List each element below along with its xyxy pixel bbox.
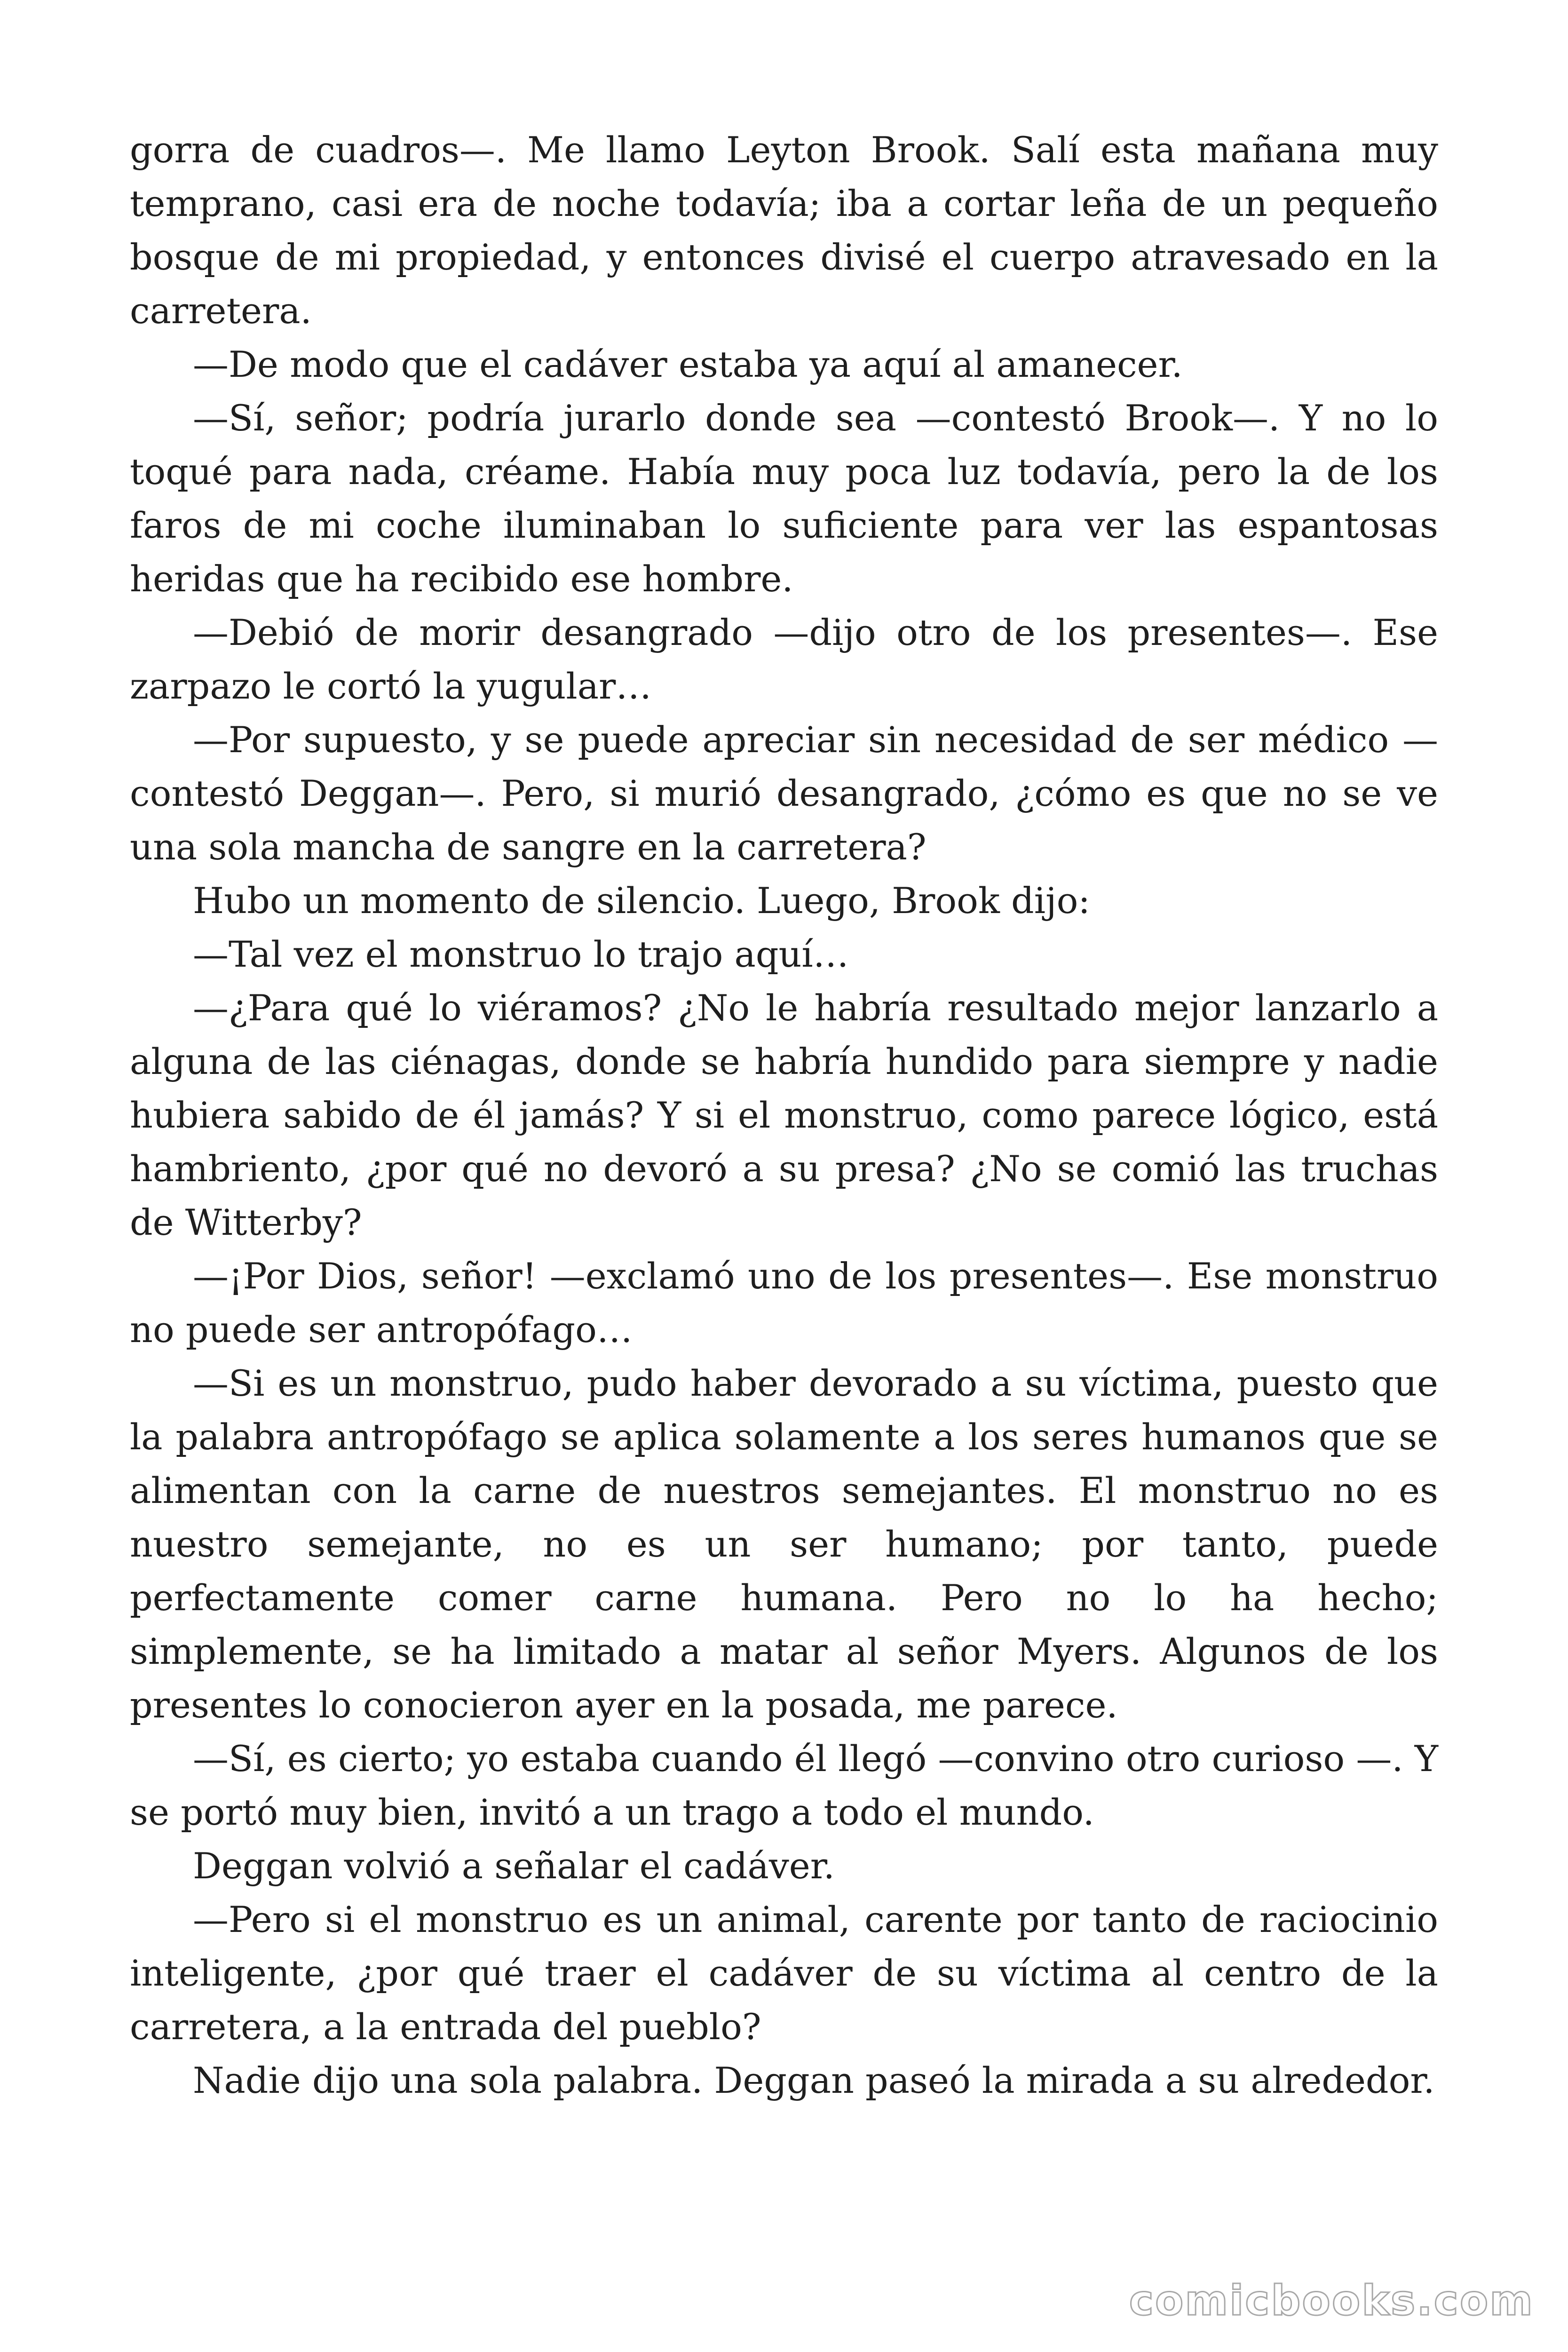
paragraph: —Sí, es cierto; yo estaba cuando él llegó —convino otro curioso —. Y se portó muy bien, invitó a un trago a todo el mundo. bbox=[130, 1738, 1438, 1833]
paragraph: Deggan volvió a señalar el cadáver. bbox=[193, 1845, 835, 1887]
paragraph: —De modo que el cadáver estaba ya aquí al amanecer. bbox=[193, 343, 1183, 385]
paragraph: gorra de cuadros—. Me llamo Leyton Brook. Salí esta mañana muy temprano, casi era de noche todavía; iba a cortar leña de un pequeño bosque de mi propiedad, y entonces divisé el cuerpo atravesado en la carretera. bbox=[130, 129, 1438, 332]
paragraph: —Tal vez el monstruo lo trajo aquí… bbox=[193, 933, 849, 975]
watermark-logo: comicbooks.com bbox=[1129, 2276, 1534, 2325]
paragraph: Nadie dijo una sola palabra. Deggan paseó la mirada a su alrededor. bbox=[193, 2059, 1435, 2101]
paragraph: —Debió de morir desangrado —dijo otro de los presentes—. Ese zarpazo le cortó la yugular… bbox=[130, 612, 1438, 707]
paragraph: —Por supuesto, y se puede apreciar sin necesidad de ser médico —contestó Deggan—. Pero, si murió desangrado, ¿cómo es que no se ve una sola mancha de sangre en la carretera? bbox=[130, 719, 1438, 868]
page-body bbox=[130, 123, 1438, 2107]
paragraph: —Si es un monstruo, pudo haber devorado a su víctima, puesto que la palabra antropófago se aplica solamente a los seres humanos que se alimentan con la carne de nuestros semejantes. El monstruo no es nuestro semejante, no es un ser humano; por tanto, puede perfectamente comer carne humana. Pero no lo ha hecho; simplemente, se ha limitado a matar al señor Myers. Algunos de los presentes lo conocieron ayer en la posada, me parece. bbox=[130, 1362, 1438, 1726]
paragraph: —Pero si el monstruo es un animal, carente por tanto de raciocinio inteligente, ¿por qué traer el cadáver de su víctima al centro de la carretera, a la entrada del pueblo? bbox=[130, 1899, 1438, 2048]
paragraph: —¿Para qué lo viéramos? ¿No le habría resultado mejor lanzarlo a alguna de las ciénagas, donde se habría hundido para siempre y nadie hubiera sabido de él jamás? Y si el monstruo, como parece lógico, está hambriento, ¿por qué no devoró a su presa? ¿No se comió las truchas de Witterby? bbox=[130, 987, 1438, 1243]
paragraph: —Sí, señor; podría jurarlo donde sea —contestó Brook—. Y no lo toqué para nada, créame. Había muy poca luz todavía, pero la de los faros de mi coche iluminaban lo suficiente para ver las espantosas heridas que ha recibido ese hombre. bbox=[130, 397, 1438, 600]
paragraph: —¡Por Dios, señor! —exclamó uno de los presentes—. Ese monstruo no puede ser antropófago… bbox=[130, 1255, 1438, 1351]
paragraph: Hubo un momento de silencio. Luego, Brook dijo: bbox=[193, 880, 1090, 922]
